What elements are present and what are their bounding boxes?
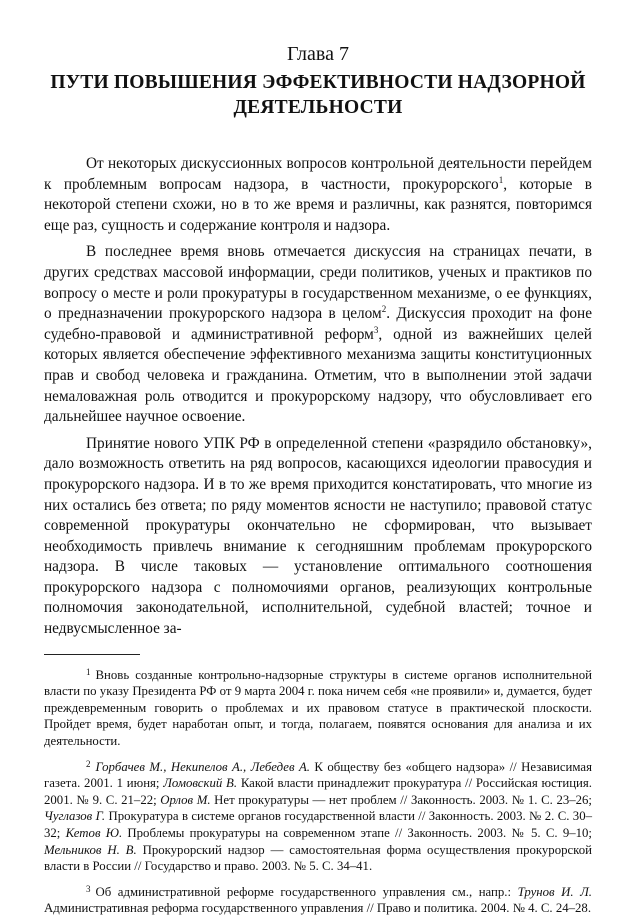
footnote-ref-2: 2 — [381, 304, 387, 315]
footnote-2 — [44, 759, 592, 875]
footnote-2-ref: Прокуратура в системе органов государственной власти // Законность. 2003. № 2. С. 30–32; — [44, 809, 592, 840]
footnote-ref-3: 3 — [373, 324, 379, 335]
footnote-2-author: Ломовский В. — [163, 776, 238, 791]
chapter-title-line1: ПУТИ ПОВЫШЕНИЯ ЭФФЕКТИВНОСТИ НАДЗОРНОЙ — [50, 72, 586, 93]
footnote-3-ref: Административная реформа государственного управления // Право и политика. 2004. № 4. С. 24–28. — [44, 901, 592, 916]
footnote-2-author: Орлов М. — [160, 792, 211, 807]
paragraph-2-text-c: , одной из важнейших целей которых является обеспечение эффективного механизма защиты конституционных прав и свобод человека и гражданина. Отметим, что в выполнении этой задачи немаловажная роль отводится и прокурорскому надзору, что обусловливает его дальнейшее научное освоение. — [44, 325, 592, 426]
chapter-title — [44, 70, 592, 120]
paragraph-2-text-b: . Дискуссия проходит на фоне судебно-правовой и административной реформ — [44, 305, 592, 343]
footnote-2-number: 2 — [86, 758, 91, 769]
paragraph-3: Принятие нового УПК РФ в определенной степени «разрядило обстановку», дало возможность ответить на ряд вопросов, касающихся идеологии правосудия и прокурорского надзора. И в то же время приходится констатировать, что многие из них остались без ответа; по ряду моментов ясности не наступило; правовой статус современной прокуратуры окончательно не сформирован, что вызывает необходимость привлечь внимание к сегодняшним проблемам прокурорского надзора. В числе таковых — установление оптимального соотношения прокурорского надзора с полномочиями органов, реализующих контрольные полномочия законодательной, исполнительной, судебной властей; точное и недвусмысленное за- — [44, 434, 592, 638]
footnote-1 — [44, 667, 592, 750]
paragraph-2-text-a: В последнее время вновь отмечается дискуссия на страницах печати, в других средствах массовой информации, среди политиков, ученых и практиков по вопросу о месте и роли прокуратуры в государственном механизме, о ее функциях, о предназначении прокурорского надзора в целом — [44, 243, 592, 323]
footnote-divider — [44, 654, 140, 655]
body-text — [44, 154, 592, 640]
footnote-2-ref: Какой власти принадлежит прокуратура // Российская юстиция. 2001. № 9. С. 21–22; — [44, 776, 592, 807]
footnote-2-ref: К обществу без «общего надзора» // Независимая газета. 2001. 1 июня; — [44, 759, 592, 791]
footnote-2-author: Кетов Ю. — [65, 826, 123, 840]
paragraph-1 — [44, 154, 592, 236]
footnote-3 — [44, 884, 592, 917]
footnote-3-author: Трунов И. Л. — [517, 884, 592, 899]
footnote-1-text: Вновь созданные контрольно-надзорные структуры в системе органов исполнительной власти по указу Президента РФ от 9 марта 2004 г. пока ничем себя «не проявили» и, думается, будет преждевременным говорить о проблемах и их правовом статусе в практической плоскости. Пройдет время, будет наработан опыт, и тогда, полагаем, появятся основания для анализа и их деятельности. — [44, 667, 592, 749]
paragraph-1-text-b: , которые в некоторой степени схожи, но в то же время и различны, как разнятся, повторимся еще раз, сущность и содержание контроля и надзора. — [44, 175, 592, 234]
chapter-title-line2: ДЕЯТЕЛЬНОСТИ — [233, 97, 403, 118]
footnote-2-author: Горбачев М., Некипелов А., Лебедев А. — [95, 759, 310, 774]
footnote-1-number: 1 — [86, 666, 91, 677]
paragraph-1-text-a: От некоторых дискуссионных вопросов контрольной деятельности перейдем к проблемным вопросам надзора, в частности, прокурорского — [44, 155, 592, 193]
footnote-2-author: Чуглазов Г. — [44, 809, 106, 824]
footnotes — [44, 667, 592, 917]
footnote-2-ref: Проблемы прокуратуры на современном этапе // Законность. 2003. № 5. С. 9–10; — [122, 826, 592, 840]
footnote-3-text: Об административной реформе государственного управления см., напр.: — [95, 884, 518, 899]
chapter-number: Глава 7 — [287, 43, 349, 65]
footnote-2-ref: Нет прокуратуры — нет проблем // Законность. 2003. № 1. С. 23–26; — [210, 792, 592, 807]
footnote-2-ref: Прокурорский надзор — самостоятельная форма осуществления прокурорской власти в России // Государство и право. 2003. № 5. С. 34–41. — [44, 842, 592, 874]
paragraph-2 — [44, 242, 592, 427]
footnote-3-number: 3 — [86, 883, 91, 894]
footnote-ref-1: 1 — [498, 174, 504, 185]
footnote-2-author: Мельников Н. В. — [44, 842, 137, 857]
